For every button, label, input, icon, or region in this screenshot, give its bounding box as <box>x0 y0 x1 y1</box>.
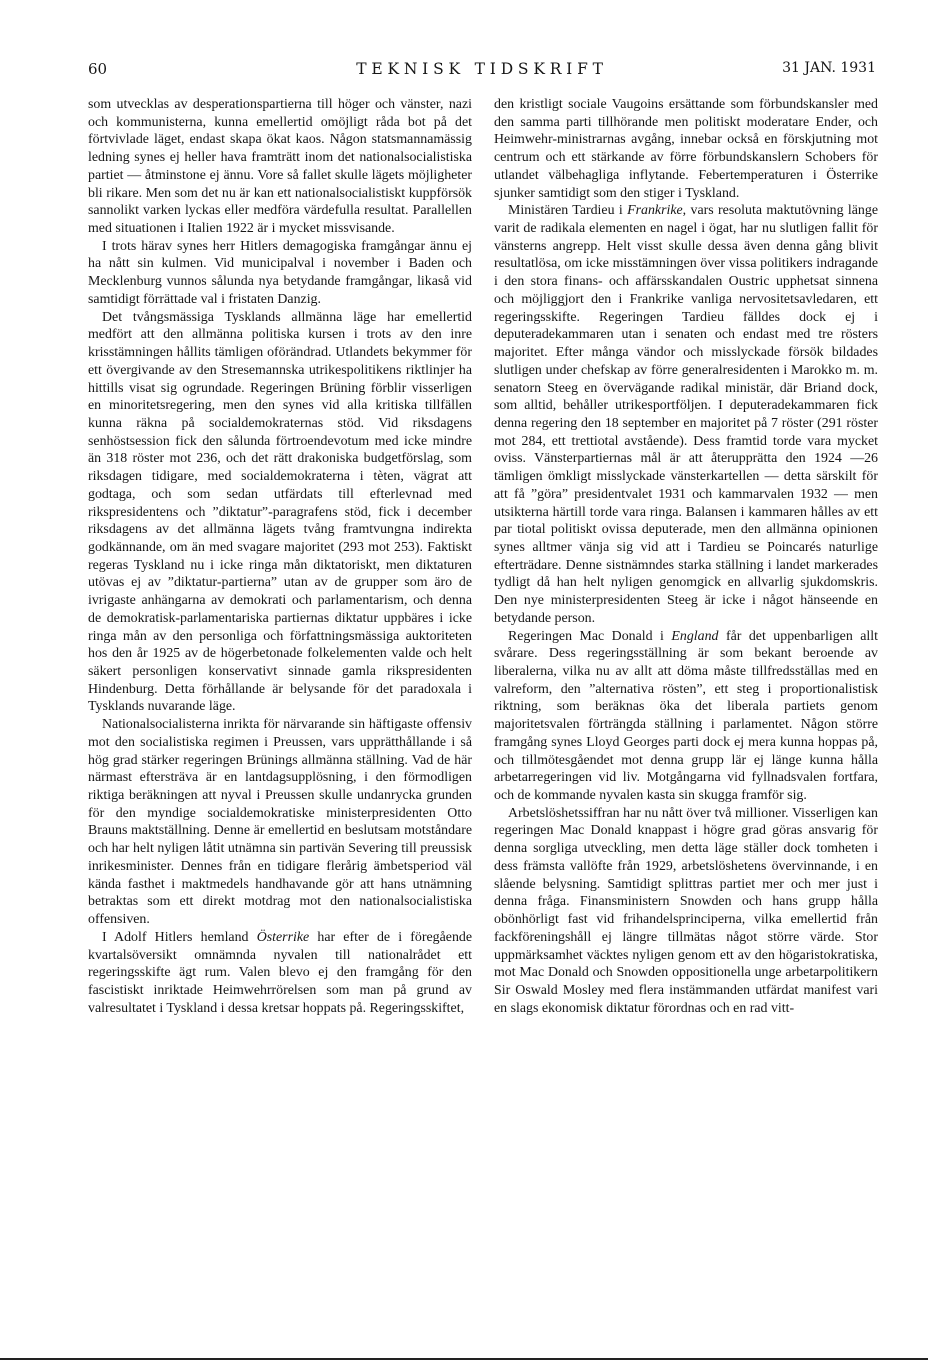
country-name-france: Frankrike <box>627 203 683 219</box>
country-name-england: England <box>671 628 719 644</box>
bottom-rule <box>0 1358 928 1360</box>
paragraph-text: får det uppenbarligen allt svårare. Dess regeringsställning är som bekant beroende av liberalerna, vilka nu av allt att döma måste tillfredsställas med en valreform, den ”alternativa rösten”, ett steg i proportionalistisk riktning, som beräknas öka det liberala partiets genom majoritetsvalen förträngda ställning i parlamentet. Någon större framgång synes Lloyd Georges parti dock ej mera kunna hoppas på, och tillmötesgåendet mot denna grupp lär ej länge kunna hålla arbetarregeringen vid liv. Motgångarna vid fyllnadsvalen fortfara, och de kommande nyvalen kasta sin skugga framför sig. <box>494 628 878 804</box>
paragraph: Arbetslöshetssiffran har nu nått över två millioner. Visserligen kan regeringen Mac Donald knappast i högre grad göras ansvarig för denna sorgliga utveckling, men detta läge ställer dock tomheten i dess främsta vallöfte från 1929, arbetslöshetens övervinnande, i en slående belysning. Samtidigt splittras partiet mer och mer just i denna fråga. Finansministern Snowden och hans grupp hålla obönhörligt fast vid frihandelsprinciperna, vilka emellertid från fackföreningshåll ej längre tillmätas något större värde. Stor uppmärksamhet väcktes nyligen genom ett av den högaristokratiska, mot Mac Donald och Snowden oppositionella unge arbetarpolitikern Sir Oswald Mosley med flera instämmanden utfärdat manifest vari en slags ekonomisk diktatur förordnas och en rad vitt- <box>494 805 878 1016</box>
country-name-austria: Österrike <box>256 929 310 945</box>
paragraph: Nationalsocialisterna inrikta för närvarande sin häftigaste offensiv mot den socialistiska regimen i Preussen, vars upprätthållande i så hög grad stärker regeringen Brünings allmänna ställning. Vad de här närmast eftersträva är en lantdagsupplösning, i den förmodligen riktiga beräkningen att nyval i Preussen skulle undanrycka grunden för den myndige socialdemokratiske ministerpresidenten Otto Brauns maktställning. Denne är emellertid en beslutsam motståndare och har helt nyligen låtit utnämna sin partivän Severing till preussisk inrikesminister. Dennes från en tidigare flerårig ämbetsperiod väl kända fasthet i maktmedels handhavande gör att hans utnämning betraktas som ett direkt motdrag mot den nationalsocialistiska offensiven. <box>88 717 472 928</box>
journal-title: TEKNISK TIDSKRIFT <box>356 60 608 78</box>
paragraph <box>494 628 878 805</box>
paragraph-text: har efter de i föregående kvartalsöversikt omnämnda nyvalen till nationalrådet ett regeringsskifte ägt rum. Valen blevo ej den framgång för den fascistiskt inriktade Heimwehrrörelsen som man på grund av valresultatet i Tyskland i dessa kretsar hoppats på. Regeringsskiftet, <box>88 929 472 1016</box>
paragraph-text: Ministären Tardieu i <box>508 203 628 219</box>
paragraph-text: Regeringen Mac Donald i <box>508 628 672 644</box>
paragraph-text: , vars resoluta maktutövning länge varit de radikala elementen en nagel i ögat, har nu slutligen fallit för vänsterns angrepp. Helt visst skulle dessa även denna gång blivit resultatlösa, om icke misstämningen över vissa politikers indragande i den stora finans- och affärsskandalen Oustric upphetsat sinnena och möjliggjort den i Frankrike vanliga nervositetsavledaren, ett regeringsskifte. Regeringen Tardieu fälldes dock ej i deputeradekammaren utan i senaten och endast med tre rösters majoritet. Efter många vändor och misslyckade försök bildades slutligen under chefskap av förre generalresidenten i Marokko m. m. senatorn Steeg en övervägande radikal ministär, där Briand dock, som alltid, behåller utrikesportföljen. I deputeradekammaren fick denna regering den 18 september en majoritet på 7 röster (291 röster mot 284, ett trettiotal avstående). Dess framtid torde vara mycket oviss. Vänsterpartiernas mål är att återupprätta den 1924 —26 tämligen ömkligt misslyckade vänsterkartellen — detta särskilt för att få ”göra” presidentvalet 1931 och kammarvalen 1932 — men utsikterna härtill torde vara ringa. Balansen i kammaren hålles av ett par tiotal politiskt ovissa deputerade, men den allmänna opinionen synes alltmer vänja sig vid att i Tardieu se Poincarés naturlige efterträdare. Denne sistnämndes starka ställning i landet markerades tydligt då han helt nyligen genomgick en allvarlig sjukdomskris. Den nye ministerpresidenten Steeg är icke i något hänseende en betydande person. <box>494 203 878 626</box>
paragraph: som utvecklas av desperationspartierna till höger och vänster, nazi och kommunisterna, kunna emellertid omöjligt råda bot på det förtvivlade läget, endast skapa ökat kaos. Någon statsmannamässig ledning synes ej heller hava framträtt inom det nationalsocialistiska partiet — åtminstone ej ännu. Vore så fallet skulle lägets möjligheter bli rikare. Men som det nu är kan ett nationalsocialistiskt kuppförsök sannolikt varken lyckas eller medföra värdefulla resultat. Parallellen med situationen i Italien 1922 är i mycket missvisande. <box>88 97 472 237</box>
page-header <box>88 60 876 82</box>
page-number: 60 <box>88 60 108 78</box>
paragraph <box>494 202 878 627</box>
issue-date: 31 JAN. 1931 <box>782 60 876 76</box>
paragraph: I trots härav synes herr Hitlers demagogiska framgångar ännu ej ha nått sin kulmen. Vid municipalval i november i Baden och Mecklenburg vunnos sålunda nya betydande framgångar, likaså vid samtidigt förrättade val i fristaten Danzig. <box>88 238 472 307</box>
paragraph-text: I Adolf Hitlers hemland <box>102 929 257 945</box>
left-column <box>88 96 472 1017</box>
paragraph <box>88 929 472 1018</box>
paragraph: den kristligt sociale Vaugoins ersättande som förbundskansler med den samma parti tillhörande men politiskt moderatare Ender, och Heimwehr-ministrarnas avgång, innebar också en förskjutning mot centrum och ett stärkande av förre förbundskanslern Schobers för utlandet välbehagliga inflytande. Febertemperaturen i Österrike sjunker samtidigt som den stiger i Tyskland. <box>494 97 878 201</box>
paragraph: Det tvångsmässiga Tysklands allmänna läge har emellertid medfört att den allmänna politiska kursen i trots av den inre krisstämningen hållits tämligen oförändrad. Utlandets bekymmer för ett övergivande av den Stresemannska utrikespolitikens riktlinjer ha hittills visat sig ogrundade. Regeringen Brüning förblir visserligen en minoritetsregering, men den synes vid alla kritiska tillfällen kunna räkna på socialdemokraternas stöd. Vid riksdagens senhöstsession fick den sålunda förtroendevotum med icke mindre än 318 röster mot 236, och det rätt drakoniska budgetförslag, som riksdagen tidigare, med socialdemokraterna i tèten, vägrat att godtaga, och som sedan utfärdats till efterlevnad med rikspresidentens och ”diktatur”-paragrafens stöd, fick i december riksdagens av det allmänna lägets tvång framtvungna indirekta godkännande, om än med svagare majoritet (293 mot 253). Faktiskt regeras Tyskland nu i icke ringa mån diktatoriskt, men diktaturen utövas ej av ”diktatur-partierna” utan av de grupper som äro de ivrigaste anhängarna av demokrati och parlamentarism, och denna de demokratisk-parlamentariska partiernas diktatur uppbäres i icke ringa mån av den personliga och författningsmässiga auktoriteten hos den år 1925 av de högerbetonade folkelementen valde och helt säkert personligen konservativt sinnade gamla rikspresidenten Hindenburg. Detta förhållande är belysande för det paradoxala i Tysklands nuvarande läge. <box>88 309 472 715</box>
right-column <box>494 96 878 1017</box>
